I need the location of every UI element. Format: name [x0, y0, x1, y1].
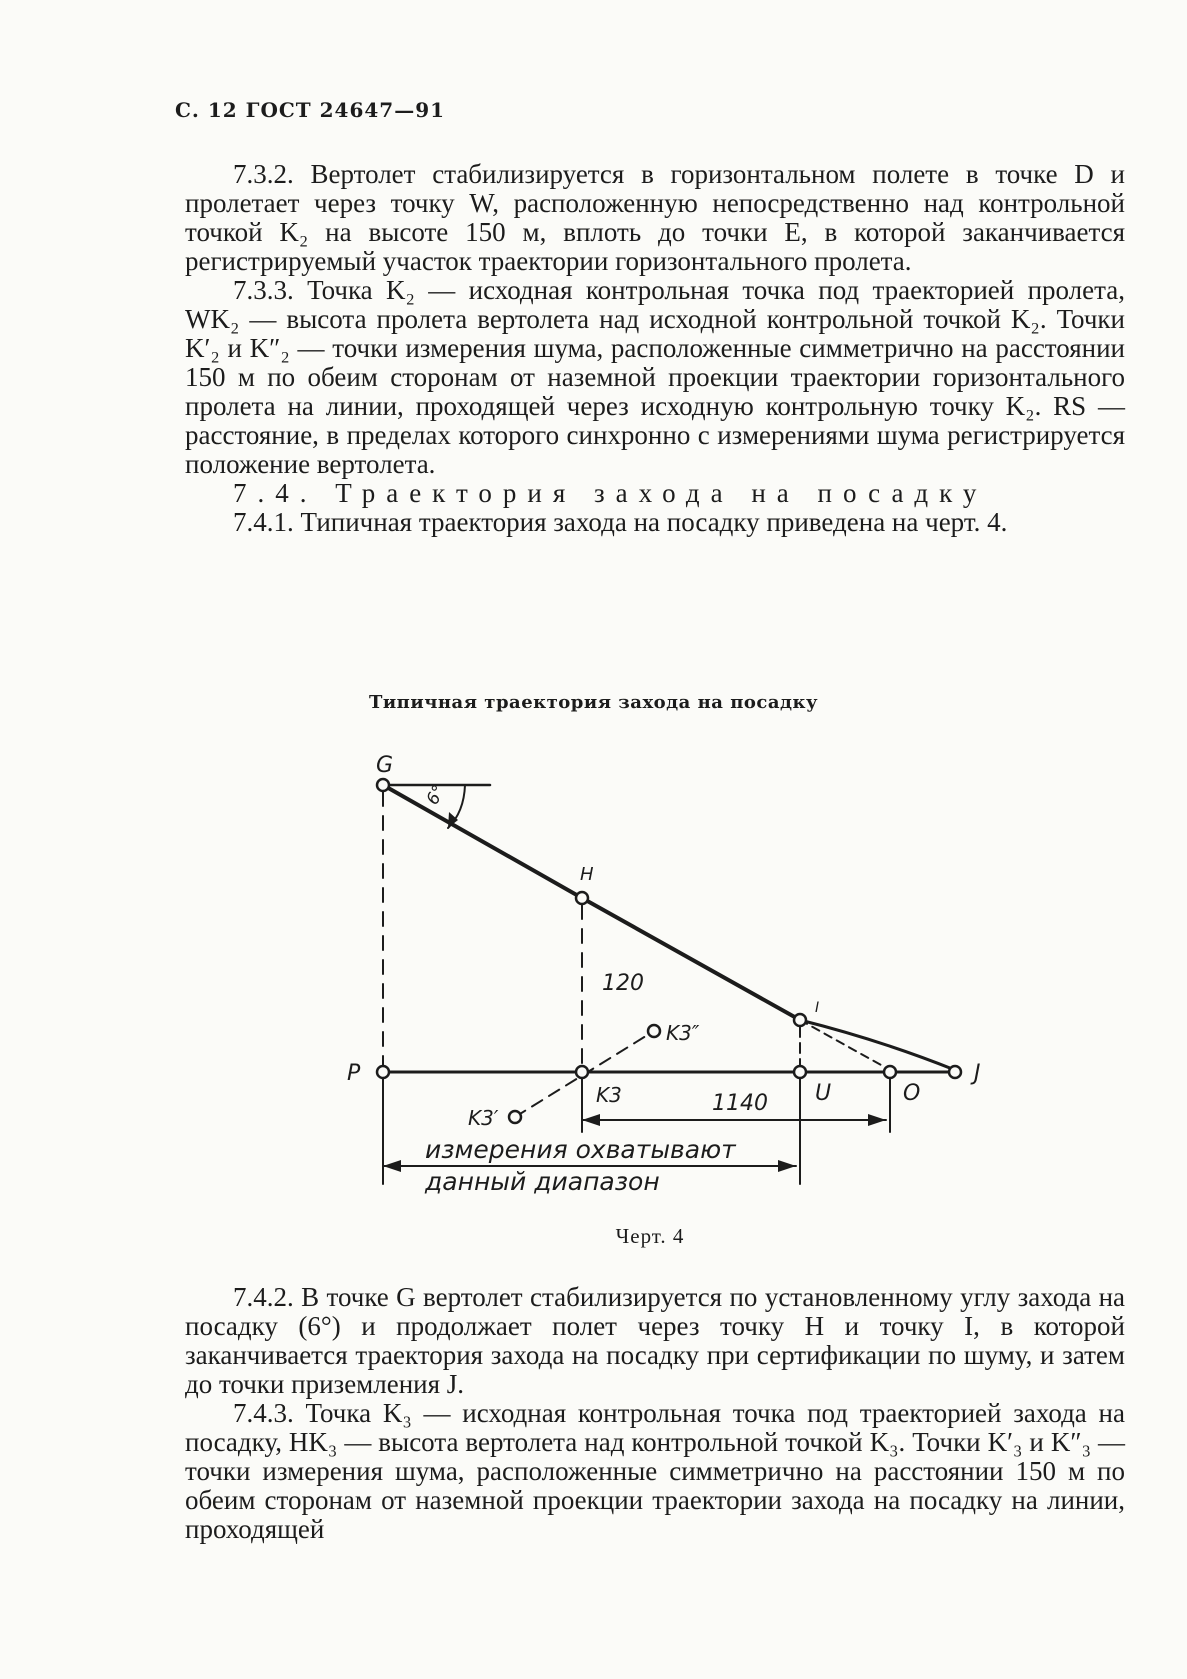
label-k3: K3 [596, 1083, 622, 1107]
point-i [794, 1014, 806, 1026]
point-o [884, 1066, 896, 1078]
section-heading-7-4: 7.4. Траектория захода на посадку [233, 478, 988, 508]
paragraph-7-3-2: 7.3.2. Вертолет стабилизируется в горизонтальном полете в точке D и пролетает через точку W, расположенную непосредственно над контрольной точкой K₂ на высоте 150 м, вплоть до точки E, в которой заканчивается регистрируемый участок траектории горизонтального пролета. [185, 159, 1125, 276]
point-k3-dprime [648, 1025, 660, 1037]
point-u [794, 1066, 806, 1078]
point-k3 [576, 1066, 588, 1078]
extension-dashed-line [800, 1020, 890, 1070]
label-p: P [347, 1061, 361, 1086]
arrowhead-right-1140 [868, 1114, 886, 1126]
label-range-line2: данный диапазон [425, 1167, 660, 1196]
label-k3-prime: K3′ [468, 1106, 499, 1130]
label-angle-6: 6° [422, 781, 450, 809]
paragraph-7-4-1: 7.4.1. Типичная траектория захода на посадку приведена на черт. 4. [233, 507, 1008, 537]
paragraph-7-4-2: 7.4.2. В точке G вертолет стабилизируется по установленному углу захода на посадку (6°) и продолжает полет через точку H и точку I, в которой заканчивается траектория захода на посадку при сертификации по шуму, и затем до точки приземления J. [185, 1282, 1125, 1399]
arrowhead-left-1140 [582, 1114, 600, 1126]
label-height-120: 120 [602, 971, 644, 996]
label-i: I [815, 1000, 820, 1016]
paragraph-7-3-3: 7.3.3. Точка K₂ — исходная контрольная точка под траекторией пролета, WK₂ — высота пролета вертолета над исходной контрольной точкой K₂. Точки K′₂ и K″₂ — точки измерения шума, расположенные симметрично на расстоянии 150 м по обеим сторонам от наземной проекции траектории горизонтального пролета на линии, проходящей через исходную контрольную точку K₂. RS — расстояние, в пределах которого синхронно с измерениями шума регистрируется положение вертолета. [185, 275, 1125, 479]
label-range-line1: измерения охватывают [425, 1135, 736, 1164]
label-distance-1140: 1140 [712, 1091, 768, 1116]
label-g: G [376, 753, 394, 778]
point-h [576, 892, 588, 904]
label-j: J [974, 1061, 981, 1086]
text-section-bottom [185, 1283, 1125, 1544]
figure-title: Типичная траектория захода на посадку [368, 692, 819, 713]
figure-caption: Черт. 4 [615, 1224, 685, 1248]
label-h: H [580, 864, 594, 885]
approach-path-line [383, 785, 800, 1020]
page-header: С. 12 ГОСТ 24647—91 [175, 98, 446, 122]
point-k3-prime [509, 1111, 521, 1123]
label-u: U [815, 1081, 832, 1106]
arrowhead-left-range [383, 1160, 401, 1172]
point-j [949, 1066, 961, 1078]
paragraph-7-4-3: 7.4.3. Точка K₃ — исходная контрольная точка под траекторией захода на посадку, HK₃ — высота вертолета над контрольной точкой K₃. Точки K′₃ и K″₃ — точки измерения шума, расположенные симметрично на расстоянии 150 м по обеим сторонам от наземной проекции траектории захода на посадку на линии, проходящей [185, 1398, 1125, 1544]
label-o: O [903, 1081, 921, 1106]
point-p [377, 1066, 389, 1078]
arrowhead-right-range [778, 1160, 796, 1172]
point-g [377, 779, 389, 791]
label-k3-dprime: K3″ [666, 1021, 700, 1045]
